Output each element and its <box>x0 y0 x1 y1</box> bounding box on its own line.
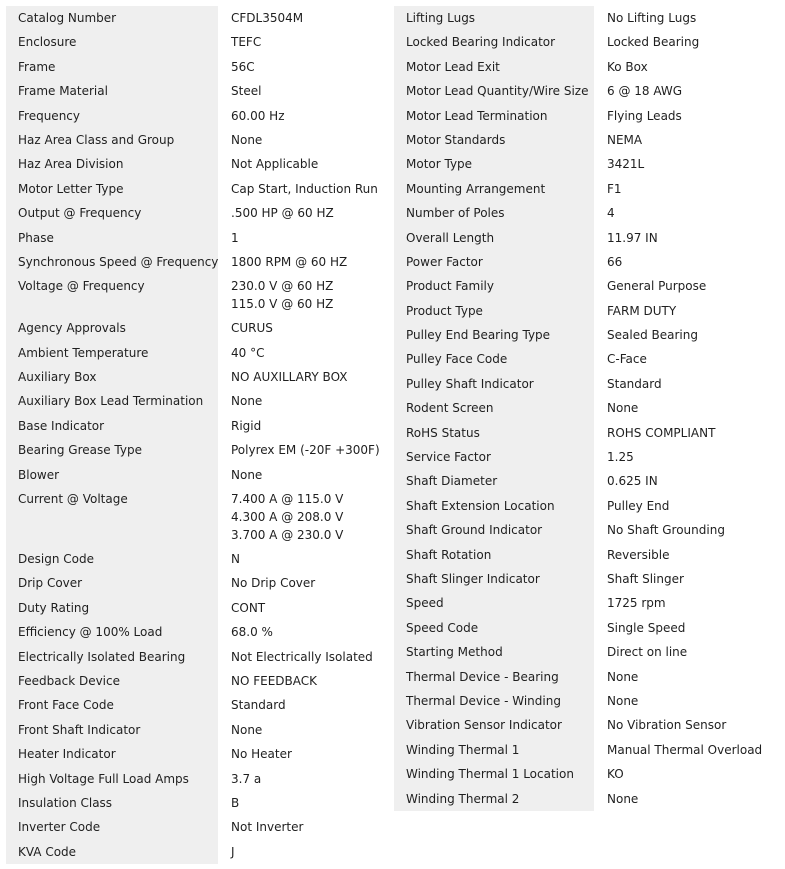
spec-value-line: Standard <box>231 698 286 713</box>
spec-label: RoHS Status <box>394 421 594 445</box>
spec-value <box>218 201 382 225</box>
spec-value-line: NO FEEDBACK <box>231 673 318 688</box>
spec-row <box>394 79 785 103</box>
spec-value <box>218 365 382 389</box>
spec-label: Shaft Slinger Indicator <box>394 567 594 591</box>
spec-column-left <box>6 6 382 864</box>
spec-value-line: 7.400 A @ 115.0 V <box>231 492 344 507</box>
spec-row <box>6 104 382 128</box>
spec-value-line: Polyrex EM (-20F +300F) <box>231 443 380 458</box>
spec-label: Agency Approvals <box>6 316 218 340</box>
spec-value-line: None <box>231 722 263 737</box>
spec-value-line: 3421L <box>607 157 645 172</box>
spec-label: Pulley Shaft Indicator <box>394 372 594 396</box>
spec-table-left-body <box>6 6 382 864</box>
spec-value-line: 1800 RPM @ 60 HZ <box>231 254 348 269</box>
spec-label: Drip Cover <box>6 571 218 595</box>
spec-label: Pulley Face Code <box>394 347 594 371</box>
spec-value <box>218 274 382 316</box>
spec-value-line: Standard <box>607 376 662 391</box>
spec-row <box>394 177 785 201</box>
spec-label: Shaft Extension Location <box>394 494 594 518</box>
spec-label: Feedback Device <box>6 669 218 693</box>
spec-label: Blower <box>6 463 218 487</box>
spec-value <box>594 226 785 250</box>
spec-value-line: Not Inverter <box>231 820 304 835</box>
spec-label: Front Face Code <box>6 693 218 717</box>
spec-value-line: None <box>231 467 263 482</box>
spec-label: Auxiliary Box <box>6 365 218 389</box>
spec-value-line: 6 @ 18 AWG <box>607 84 683 99</box>
spec-label: Design Code <box>6 547 218 571</box>
spec-value-line: No Vibration Sensor <box>607 718 727 733</box>
spec-label: Lifting Lugs <box>394 6 594 30</box>
spec-label: Phase <box>6 226 218 250</box>
spec-label: Motor Lead Termination <box>394 104 594 128</box>
spec-value <box>218 128 382 152</box>
spec-value <box>594 787 785 811</box>
spec-value <box>594 762 785 786</box>
spec-label: Speed <box>394 591 594 615</box>
spec-row <box>6 389 382 413</box>
spec-row <box>394 55 785 79</box>
spec-label: Haz Area Division <box>6 152 218 176</box>
spec-value-line: 60.00 Hz <box>231 108 285 123</box>
spec-value <box>594 591 785 615</box>
spec-value <box>594 665 785 689</box>
spec-label: Inverter Code <box>6 815 218 839</box>
spec-label: Frame <box>6 55 218 79</box>
spec-value <box>594 30 785 54</box>
spec-value-line: 4.300 A @ 208.0 V <box>231 510 344 525</box>
spec-value <box>594 55 785 79</box>
spec-row <box>6 316 382 340</box>
spec-value-line: F1 <box>607 181 622 196</box>
spec-value-line: Locked Bearing <box>607 35 700 50</box>
spec-column-right <box>394 6 785 811</box>
spec-label: Thermal Device - Bearing <box>394 665 594 689</box>
spec-label: Power Factor <box>394 250 594 274</box>
spec-value <box>218 620 382 644</box>
spec-value-line: J <box>231 844 235 859</box>
spec-value <box>218 104 382 128</box>
spec-row <box>6 152 382 176</box>
spec-label: Frame Material <box>6 79 218 103</box>
spec-value-line: CONT <box>231 600 266 615</box>
spec-value-line: .500 HP @ 60 HZ <box>231 206 334 221</box>
spec-row <box>6 547 382 571</box>
spec-row <box>394 250 785 274</box>
spec-label: Current @ Voltage <box>6 487 218 547</box>
spec-value-line: Sealed Bearing <box>607 328 698 343</box>
spec-label: Motor Lead Quantity/Wire Size <box>394 79 594 103</box>
spec-value-line: No Drip Cover <box>231 576 316 591</box>
spec-value <box>218 840 382 864</box>
spec-value <box>218 6 382 30</box>
spec-value <box>218 487 382 547</box>
spec-table-right-body <box>394 6 785 811</box>
spec-row <box>6 791 382 815</box>
spec-value-line: Flying Leads <box>607 108 682 123</box>
spec-row <box>394 347 785 371</box>
spec-row <box>6 365 382 389</box>
spec-value <box>594 738 785 762</box>
spec-value-line: Shaft Slinger <box>607 571 684 586</box>
spec-row <box>394 543 785 567</box>
spec-label: Auxiliary Box Lead Termination <box>6 389 218 413</box>
spec-row <box>6 840 382 864</box>
spec-row <box>394 104 785 128</box>
spec-label: Winding Thermal 1 Location <box>394 762 594 786</box>
spec-row <box>394 591 785 615</box>
spec-value <box>218 152 382 176</box>
spec-row <box>394 201 785 225</box>
spec-value <box>594 104 785 128</box>
spec-value-line: No Shaft Grounding <box>607 523 725 538</box>
spec-row <box>6 79 382 103</box>
spec-label: Mounting Arrangement <box>394 177 594 201</box>
spec-row <box>6 341 382 365</box>
spec-label: Efficiency @ 100% Load <box>6 620 218 644</box>
spec-value <box>218 596 382 620</box>
spec-row <box>6 815 382 839</box>
spec-value-line: 0.625 IN <box>607 474 658 489</box>
spec-row <box>6 274 382 316</box>
spec-label: Speed Code <box>394 616 594 640</box>
spec-label: Insulation Class <box>6 791 218 815</box>
spec-value <box>594 177 785 201</box>
spec-row <box>394 30 785 54</box>
spec-value <box>594 274 785 298</box>
spec-label: Frequency <box>6 104 218 128</box>
spec-row <box>394 494 785 518</box>
spec-row <box>394 6 785 30</box>
spec-value-line: 230.0 V @ 60 HZ <box>231 279 334 294</box>
spec-value <box>594 128 785 152</box>
spec-value <box>218 463 382 487</box>
spec-value-line: Pulley End <box>607 498 670 513</box>
spec-value-line: Rigid <box>231 418 262 433</box>
spec-row <box>6 596 382 620</box>
spec-label: KVA Code <box>6 840 218 864</box>
spec-label: Motor Lead Exit <box>394 55 594 79</box>
spec-value-line: TEFC <box>231 35 262 50</box>
spec-label: Service Factor <box>394 445 594 469</box>
spec-value <box>594 713 785 737</box>
spec-value-line: Manual Thermal Overload <box>607 742 763 757</box>
spec-value-line: B <box>231 795 240 810</box>
spec-value-line: Not Electrically Isolated <box>231 649 373 664</box>
spec-label: High Voltage Full Load Amps <box>6 767 218 791</box>
spec-row <box>394 518 785 542</box>
spec-row <box>394 128 785 152</box>
spec-row <box>6 226 382 250</box>
spec-row <box>6 55 382 79</box>
spec-value <box>218 226 382 250</box>
spec-row <box>6 128 382 152</box>
spec-label: Winding Thermal 2 <box>394 787 594 811</box>
spec-label: Motor Type <box>394 152 594 176</box>
spec-value <box>594 6 785 30</box>
spec-value-line: 56C <box>231 59 255 74</box>
spec-value-line: KO <box>607 767 624 782</box>
spec-row <box>6 177 382 201</box>
spec-value <box>218 767 382 791</box>
spec-value-line: 1725 rpm <box>607 596 666 611</box>
spec-value <box>218 30 382 54</box>
spec-label: Winding Thermal 1 <box>394 738 594 762</box>
spec-value <box>594 201 785 225</box>
spec-row <box>6 30 382 54</box>
spec-row <box>6 571 382 595</box>
spec-value-line: Ko Box <box>607 59 648 74</box>
spec-value-line: None <box>231 132 263 147</box>
spec-label: Product Family <box>394 274 594 298</box>
spec-value-line: FARM DUTY <box>607 303 677 318</box>
spec-row <box>6 620 382 644</box>
spec-value <box>594 347 785 371</box>
spec-value-line: Not Applicable <box>231 157 319 172</box>
spec-label: Overall Length <box>394 226 594 250</box>
spec-row <box>6 767 382 791</box>
spec-value <box>218 177 382 201</box>
spec-value-line: 3.700 A @ 230.0 V <box>231 528 344 543</box>
spec-value-line: 1.25 <box>607 450 634 465</box>
spec-row <box>6 718 382 742</box>
spec-value-line: Direct on line <box>607 645 688 660</box>
spec-value <box>594 421 785 445</box>
spec-row <box>394 616 785 640</box>
spec-value-line: 4 <box>607 206 615 221</box>
spec-value-line: N <box>231 552 240 567</box>
spec-value <box>218 55 382 79</box>
spec-label: Enclosure <box>6 30 218 54</box>
spec-value <box>594 494 785 518</box>
spec-label: Electrically Isolated Bearing <box>6 645 218 669</box>
spec-value <box>218 791 382 815</box>
spec-value <box>218 571 382 595</box>
spec-value <box>594 616 785 640</box>
spec-row <box>6 463 382 487</box>
spec-value-line: Cap Start, Induction Run <box>231 181 378 196</box>
spec-row <box>6 250 382 274</box>
spec-row <box>394 445 785 469</box>
spec-row <box>394 738 785 762</box>
spec-label: Shaft Diameter <box>394 469 594 493</box>
spec-value-line: None <box>607 791 639 806</box>
spec-label: Thermal Device - Winding <box>394 689 594 713</box>
spec-row <box>6 201 382 225</box>
spec-value-line: None <box>231 394 263 409</box>
spec-value <box>218 815 382 839</box>
spec-value <box>218 669 382 693</box>
spec-table-right <box>394 6 785 811</box>
spec-value <box>594 567 785 591</box>
spec-value <box>218 250 382 274</box>
spec-value-line: ROHS COMPLIANT <box>607 425 716 440</box>
spec-value <box>594 152 785 176</box>
spec-row <box>394 665 785 689</box>
spec-row <box>6 487 382 547</box>
spec-value-line: 68.0 % <box>231 625 273 640</box>
spec-label: Haz Area Class and Group <box>6 128 218 152</box>
spec-row <box>394 226 785 250</box>
spec-value <box>594 445 785 469</box>
spec-label: Duty Rating <box>6 596 218 620</box>
spec-value <box>218 645 382 669</box>
spec-row <box>394 787 785 811</box>
spec-value-line: No Heater <box>231 747 292 762</box>
spec-value-line: CFDL3504M <box>231 11 304 25</box>
spec-label: Ambient Temperature <box>6 341 218 365</box>
spec-value-line: 66 <box>607 254 623 269</box>
spec-label: Vibration Sensor Indicator <box>394 713 594 737</box>
spec-value-line: None <box>607 669 639 684</box>
spec-row <box>394 299 785 323</box>
spec-row <box>6 693 382 717</box>
spec-value-line: None <box>607 693 639 708</box>
spec-value-line: None <box>607 401 639 416</box>
spec-value-line: CURUS <box>231 321 273 336</box>
spec-value-line: Single Speed <box>607 620 686 635</box>
spec-label: Catalog Number <box>6 6 218 30</box>
spec-value <box>594 543 785 567</box>
spec-row <box>394 274 785 298</box>
spec-value <box>218 414 382 438</box>
spec-value-line: 1 <box>231 230 239 245</box>
spec-label: Voltage @ Frequency <box>6 274 218 316</box>
spec-value <box>218 718 382 742</box>
spec-value <box>594 250 785 274</box>
spec-table-left <box>6 6 382 864</box>
spec-value-line: No Lifting Lugs <box>607 11 697 25</box>
spec-label: Synchronous Speed @ Frequency <box>6 250 218 274</box>
spec-value <box>594 299 785 323</box>
spec-value <box>218 389 382 413</box>
spec-value <box>218 547 382 571</box>
spec-row <box>394 713 785 737</box>
spec-label: Shaft Rotation <box>394 543 594 567</box>
spec-value <box>594 689 785 713</box>
spec-value-line: 11.97 IN <box>607 230 658 245</box>
spec-row <box>6 438 382 462</box>
spec-value <box>594 79 785 103</box>
spec-row <box>394 396 785 420</box>
spec-label: Rodent Screen <box>394 396 594 420</box>
spec-label: Shaft Ground Indicator <box>394 518 594 542</box>
spec-value-line: Steel <box>231 84 262 99</box>
spec-row <box>394 323 785 347</box>
spec-label: Front Shaft Indicator <box>6 718 218 742</box>
spec-label: Motor Letter Type <box>6 177 218 201</box>
spec-value <box>594 469 785 493</box>
spec-row <box>394 152 785 176</box>
spec-value-line: NEMA <box>607 132 643 147</box>
spec-value-line: NO AUXILLARY BOX <box>231 370 348 385</box>
spec-value <box>218 438 382 462</box>
spec-label: Bearing Grease Type <box>6 438 218 462</box>
spec-value <box>594 640 785 664</box>
spec-row <box>6 6 382 30</box>
spec-value <box>594 396 785 420</box>
spec-value-line: General Purpose <box>607 279 707 294</box>
spec-row <box>394 689 785 713</box>
spec-label: Heater Indicator <box>6 742 218 766</box>
spec-value <box>218 316 382 340</box>
spec-value-line: 115.0 V @ 60 HZ <box>231 297 334 312</box>
spec-value-line: Reversible <box>607 547 670 562</box>
spec-value <box>218 693 382 717</box>
spec-row <box>394 640 785 664</box>
spec-value <box>218 79 382 103</box>
spec-value <box>218 341 382 365</box>
spec-value-line: 40 °C <box>231 345 265 360</box>
spec-value <box>218 742 382 766</box>
spec-row <box>6 742 382 766</box>
spec-row <box>6 414 382 438</box>
spec-label: Product Type <box>394 299 594 323</box>
spec-label: Output @ Frequency <box>6 201 218 225</box>
spec-value <box>594 323 785 347</box>
spec-row <box>6 669 382 693</box>
spec-row <box>394 567 785 591</box>
spec-row <box>394 372 785 396</box>
spec-row <box>6 645 382 669</box>
spec-value <box>594 372 785 396</box>
spec-label: Starting Method <box>394 640 594 664</box>
spec-label: Motor Standards <box>394 128 594 152</box>
spec-row <box>394 421 785 445</box>
spec-value-line: C-Face <box>607 352 647 367</box>
spec-label: Base Indicator <box>6 414 218 438</box>
spec-label: Locked Bearing Indicator <box>394 30 594 54</box>
spec-value-line: 3.7 a <box>231 771 262 786</box>
spec-label: Number of Poles <box>394 201 594 225</box>
spec-label: Pulley End Bearing Type <box>394 323 594 347</box>
spec-row <box>394 762 785 786</box>
spec-value <box>594 518 785 542</box>
spec-row <box>394 469 785 493</box>
